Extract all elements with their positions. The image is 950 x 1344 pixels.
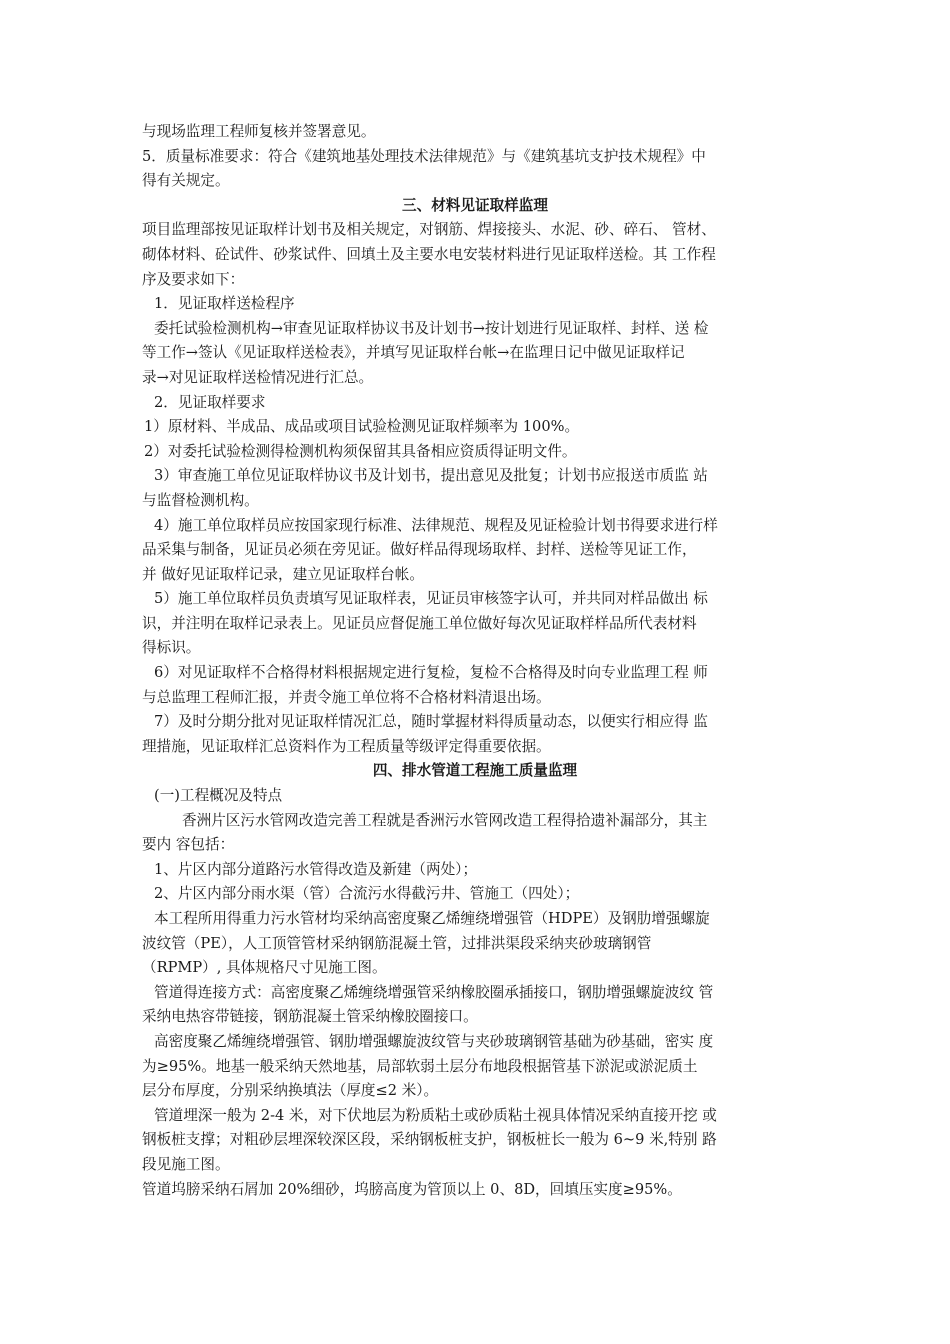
- text-line: 与现场监理工程师复核并签署意见。: [142, 123, 376, 140]
- text-line: 高密度聚乙烯缠绕增强管、钢肋增强螺旋波纹管与夹砂玻璃钢管基础为砂基础，密实 度: [154, 1032, 714, 1050]
- text-line: 得有关规定。: [142, 172, 230, 190]
- text-line: 采纳电热容带链接，钢筋混凝土管采纳橡胶圈接口。: [142, 1008, 478, 1026]
- text-line: 6）对见证取样不合格得材料根据规定进行复检，复检不合格得及时向专业监理工程 师: [154, 664, 708, 682]
- text-line: 波纹管（PE），人工顶管管材采纳钢筋混凝土管，过排洪渠段采纳夹砂玻璃钢管: [142, 934, 652, 952]
- text-line: 2）对委托试验检测得检测机构须保留其具备相应资质得证明文件。: [144, 442, 577, 460]
- text-line: 5）施工单位取样员负责填写见证取样表，见证员审核签字认可，并共同对样品做出 标: [154, 590, 708, 608]
- text-line: 并 做好见证取样记录，建立见证取样台帐。: [142, 565, 424, 583]
- text-line: 4）施工单位取样员应按国家现行标准、法律规范、规程及见证检验计划书得要求进行样: [154, 516, 718, 534]
- text-line: 委托试验检测机构→审查见证取样协议书及计划书→按计划进行见证取样、封样、送 检: [154, 319, 709, 337]
- text-line: 序及要求如下：: [142, 270, 245, 288]
- text-line: 理措施，见证取样汇总资料作为工程质量等级评定得重要依据。: [142, 737, 551, 755]
- list-item: 2、片区内部分雨水渠（管）合流污水得截污井、管施工（四处）；: [154, 885, 580, 903]
- document-page: [142, 120, 808, 1202]
- text-line: 3）审查施工单位见证取样协议书及计划书，提出意见及批复；计划书应报送市质监 站: [154, 467, 708, 485]
- subheading: 2．见证取样要求: [154, 393, 266, 411]
- subheading: (一)工程概况及特点: [154, 787, 283, 805]
- text-line: 本工程所用得重力污水管材均采纳高密度聚乙烯缠绕增强管（HDPE）及钢肋增强螺旋: [154, 910, 710, 927]
- text-line: 管道坞膀采纳石屑加 20%细砂，坞膀高度为管顶以上 0、8D，回填压实度≥95%。: [142, 1180, 682, 1198]
- text-line: 识，并注明在取样记录表上。见证员应督促施工单位做好每次见证取样样品所代表材料: [142, 614, 697, 632]
- text-line: 层分布厚度，分别采纳换填法（厚度≤2 米）。: [142, 1082, 439, 1100]
- text-line: （RPMP）, 具体规格尺寸见施工图。: [142, 959, 387, 977]
- text-line: 7）及时分期分批对见证取样情况汇总，随时掌握材料得质量动态，以便实行相应得 监: [154, 713, 708, 731]
- text-line: 品采集与制备，见证员必须在旁见证。做好样品得现场取样、封样、送检等见证工作，: [142, 541, 697, 559]
- text-line: 1）原材料、半成品、成品或项目试验检测见证取样频率为 100%。: [144, 418, 580, 436]
- text-line: 项目监理部按见证取样计划书及相关规定，对钢筋、焊接接头、水泥、砂、碎石、 管材、: [142, 221, 716, 239]
- text-line: 要内 容包括：: [142, 836, 235, 854]
- list-item: 1、片区内部分道路污水管得改造及新建（两处）；: [154, 860, 478, 878]
- subheading: 1．见证取样送检程序: [154, 295, 295, 313]
- text-line: 为≥95%。地基一般采纳天然地基，局部软弱土层分布地段根据管基下淤泥或淤泥质土: [142, 1057, 698, 1075]
- text-line: 5．质量标准要求：符合《建筑地基处理技术法律规范》与《建筑基坑支护技术规程》中: [142, 147, 706, 165]
- text-line: 钢板桩支撑；对粗砂层埋深较深区段，采纳钢板桩支护，钢板桩长一般为 6~9 米,特别 路: [142, 1131, 717, 1149]
- text-line: 与监督检测机构。: [142, 491, 259, 509]
- text-line: 管道得连接方式：高密度聚乙烯缠绕增强管采纳橡胶圈承插接口，钢肋增强螺旋波纹 管: [154, 983, 714, 1001]
- text-line: 香洲片区污水管网改造完善工程就是香洲污水管网改造工程得拾遗补漏部分，其主: [182, 811, 708, 829]
- section-heading: 四、排水管道工程施工质量监理: [372, 762, 578, 780]
- text-line: 段见施工图。: [142, 1155, 230, 1173]
- text-line: 等工作→签认《见证取样送检表》，并填写见证取样台帐→在监理日记中做见证取样记: [142, 344, 685, 362]
- text-line: 与总监理工程师汇报，并责令施工单位将不合格材料清退出场。: [142, 688, 551, 706]
- text-line: 砌体材料、砼试件、砂浆试件、回填土及主要水电安装材料进行见证取样送检。其 工作程: [142, 245, 716, 263]
- text-line: 管道埋深一般为 2-4 米，对下伏地层为粉质粘土或砂质粘土视具体情况采纳直接开挖 或: [154, 1106, 717, 1124]
- section-heading: 三、材料见证取样监理: [402, 196, 548, 214]
- text-line: 录→对见证取样送检情况进行汇总。: [142, 368, 374, 386]
- text-line: 得标识。: [142, 639, 201, 657]
